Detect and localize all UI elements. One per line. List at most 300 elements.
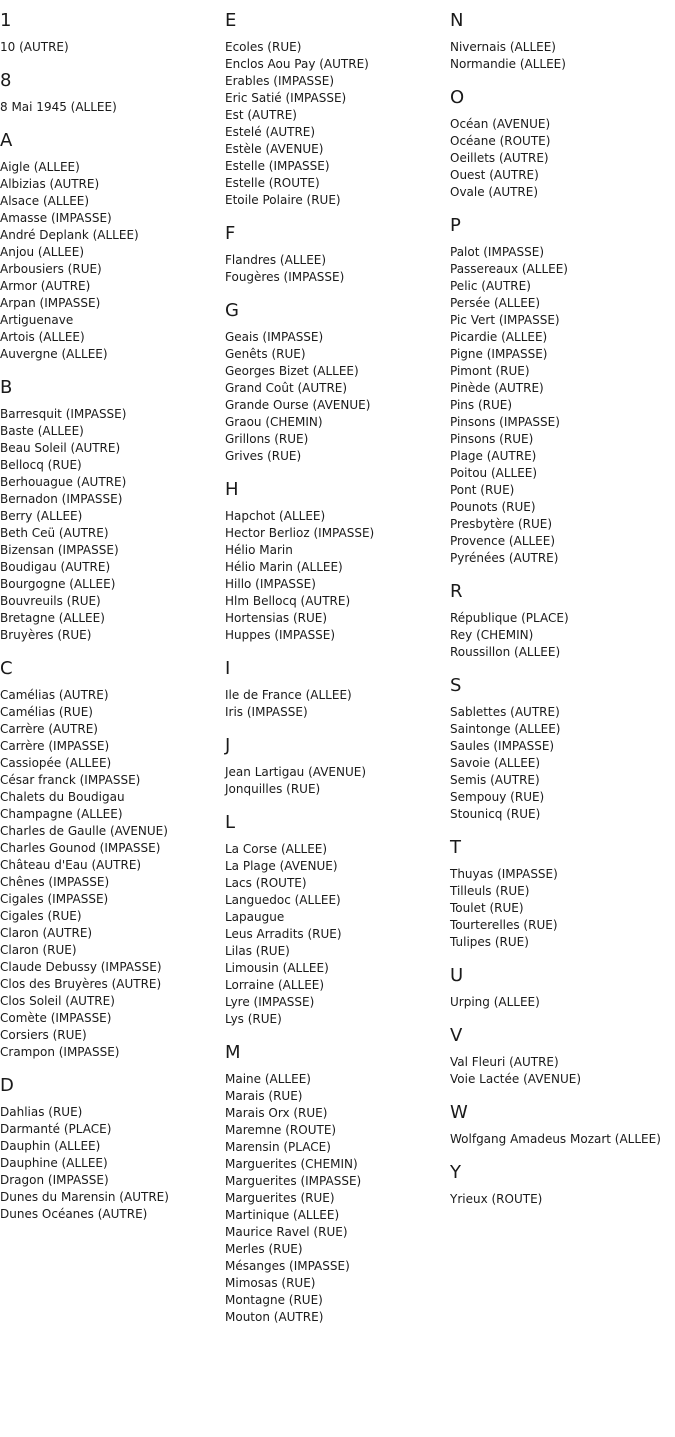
letter-section [0,377,225,644]
street-link[interactable]: Jean Lartigau (AVENUE) [225,765,367,779]
street-list-item [225,56,450,73]
street-list [225,764,450,798]
street-link[interactable]: Ouest (AUTRE) [450,168,539,182]
letter-section [450,581,675,661]
street-link[interactable]: Oeillets (AUTRE) [450,151,549,165]
street-list-item [225,542,450,559]
street-link[interactable]: Thuyas (IMPASSE) [450,867,558,881]
street-list [450,244,675,567]
street-link[interactable]: Charles de Gaulle (AVENUE) [0,824,168,838]
letter-section [0,130,225,363]
street-list-item [0,295,225,312]
street-list-item [0,610,225,627]
street-list [225,39,450,209]
street-link[interactable]: Océane (ROUTE) [450,134,551,148]
street-link[interactable]: Marguerites (RUE) [225,1191,335,1205]
street-list [225,508,450,644]
street-list-item [225,977,450,994]
street-link[interactable]: Claron (RUE) [0,943,77,957]
street-link[interactable]: Ecoles (RUE) [225,40,302,54]
street-link[interactable]: Tilleuls (RUE) [450,884,530,898]
street-link[interactable]: Ile de France (ALLEE) [225,688,352,702]
street-link[interactable]: Geais (IMPASSE) [225,330,324,344]
street-list-item [0,474,225,491]
street-list-item [0,1155,225,1172]
street-link[interactable]: Carrère (AUTRE) [0,722,98,736]
street-link[interactable]: Pigne (IMPASSE) [450,347,548,361]
street-list-item [450,363,675,380]
street-link[interactable]: Champagne (ALLEE) [0,807,123,821]
street-link[interactable]: Chalets du Boudigau [0,790,125,804]
street-link[interactable]: Pinsons (IMPASSE) [450,415,560,429]
street-link[interactable]: Albizias (AUTRE) [0,177,100,191]
street-list-item [0,576,225,593]
street-list-item [0,942,225,959]
street-link[interactable]: Auvergne (ALLEE) [0,347,108,361]
street-link[interactable]: Bruyères (RUE) [0,628,92,642]
street-list [450,1054,675,1088]
street-link[interactable]: Armor (AUTRE) [0,279,91,293]
street-link[interactable]: Bernadon (IMPASSE) [0,492,123,506]
street-link[interactable]: Beth Ceü (AUTRE) [0,526,109,540]
street-link[interactable]: Hector Berlioz (IMPASSE) [225,526,375,540]
street-list-item [225,1190,450,1207]
section-letter-heading: A [0,130,13,151]
street-link[interactable]: Maurice Ravel (RUE) [225,1225,348,1239]
street-link[interactable]: Tourterelles (RUE) [450,918,558,932]
street-link[interactable]: Claron (AUTRE) [0,926,93,940]
street-link[interactable]: République (PLACE) [450,611,569,625]
street-link[interactable]: Hélio Marin [225,543,293,557]
street-link[interactable]: Marais Orx (RUE) [225,1106,328,1120]
section-letter-heading: E [225,10,237,31]
street-link[interactable]: Enclos Aou Pay (AUTRE) [225,57,369,71]
street-link[interactable]: Poitou (ALLEE) [450,466,538,480]
street-link[interactable]: Presbytère (RUE) [450,517,553,531]
street-list-item [225,525,450,542]
street-link[interactable]: Pimont (RUE) [450,364,530,378]
street-list-item [450,448,675,465]
street-list-item [225,158,450,175]
street-list-item [0,406,225,423]
section-letter-heading: J [225,735,231,756]
letter-section [0,1075,225,1223]
street-list-item [450,1071,675,1088]
street-link[interactable]: Plage (AUTRE) [450,449,537,463]
street-list-item [0,39,225,56]
street-list-item [450,550,675,567]
street-link[interactable]: Hapchot (ALLEE) [225,509,326,523]
street-link[interactable]: Carrère (IMPASSE) [0,739,110,753]
street-link[interactable]: Cigales (IMPASSE) [0,892,109,906]
street-link[interactable]: Maine (ALLEE) [225,1072,311,1086]
street-link[interactable]: Marensin (PLACE) [225,1140,331,1154]
street-link[interactable]: Mimosas (RUE) [225,1276,316,1290]
street-list-item [225,1241,450,1258]
street-list-item [0,193,225,210]
street-index-column-1 [0,10,225,1223]
street-list-item [0,1027,225,1044]
street-list-item [0,1121,225,1138]
street-link[interactable]: Flandres (ALLEE) [225,253,327,267]
street-link[interactable]: Estelé (AUTRE) [225,125,316,139]
street-list-item [225,448,450,465]
street-link[interactable]: Dragon (IMPASSE) [0,1173,109,1187]
street-link[interactable]: Pic Vert (IMPASSE) [450,313,560,327]
letter-section [0,10,225,56]
street-link[interactable]: Hillo (IMPASSE) [225,577,316,591]
street-list-item [0,891,225,908]
street-list-item [225,909,450,926]
street-list-item [450,465,675,482]
street-link[interactable]: Palot (IMPASSE) [450,245,544,259]
street-list-item [225,960,450,977]
street-list [0,159,225,363]
street-link[interactable]: Estèle (AVENUE) [225,142,324,156]
street-link[interactable]: Maremne (ROUTE) [225,1123,337,1137]
street-link[interactable]: Berhouague (AUTRE) [0,475,127,489]
street-link[interactable]: Alsace (ALLEE) [0,194,90,208]
street-list-item [450,644,675,661]
section-letter-heading: U [450,965,464,986]
street-list-item [450,167,675,184]
section-letter-heading: V [450,1025,463,1046]
letter-section [450,215,675,567]
street-link[interactable]: Claude Debussy (IMPASSE) [0,960,162,974]
street-list-item [0,687,225,704]
street-link[interactable]: Bouvreuils (RUE) [0,594,101,608]
street-link[interactable]: Aigle (ALLEE) [0,160,80,174]
letter-section [450,965,675,1011]
street-link[interactable]: Semis (AUTRE) [450,773,540,787]
street-link[interactable]: Fougères (IMPASSE) [225,270,345,284]
street-link[interactable]: Chênes (IMPASSE) [0,875,110,889]
street-link[interactable]: Arpan (IMPASSE) [0,296,101,310]
street-link[interactable]: Montagne (RUE) [225,1293,323,1307]
street-link[interactable]: Passereaux (ALLEE) [450,262,568,276]
section-letter-heading: L [225,812,236,833]
street-link[interactable]: Château d'Eau (AUTRE) [0,858,142,872]
street-list-item [450,380,675,397]
street-list-item [0,525,225,542]
street-list-item [0,755,225,772]
street-list-item [0,278,225,295]
street-link[interactable]: Mésanges (IMPASSE) [225,1259,350,1273]
street-list-item [0,1104,225,1121]
street-list-item [450,627,675,644]
street-link[interactable]: Rey (CHEMIN) [450,628,534,642]
street-link[interactable]: Bourgogne (ALLEE) [0,577,116,591]
letter-section [225,812,450,1028]
street-list-item [225,943,450,960]
street-list-item [0,210,225,227]
street-link[interactable]: Leus Arradits (RUE) [225,927,342,941]
street-link[interactable]: Etoile Polaire (RUE) [225,193,341,207]
street-link[interactable]: Eric Satié (IMPASSE) [225,91,347,105]
street-list-item [450,56,675,73]
street-link[interactable]: Grand Coût (AUTRE) [225,381,348,395]
street-list-item [0,227,225,244]
street-link[interactable]: Dunes du Marensin (AUTRE) [0,1190,169,1204]
street-link[interactable]: Hortensias (RUE) [225,611,328,625]
street-link[interactable]: Provence (ALLEE) [450,534,556,548]
street-link[interactable]: Estelle (IMPASSE) [225,159,330,173]
street-list-item [225,269,450,286]
street-list-item [225,1258,450,1275]
street-link[interactable]: Est (AUTRE) [225,108,297,122]
street-link[interactable]: Barresquit (IMPASSE) [0,407,127,421]
street-link[interactable]: Bellocq (RUE) [0,458,82,472]
street-link[interactable]: Grillons (RUE) [225,432,309,446]
street-link[interactable]: Tulipes (RUE) [450,935,529,949]
section-letter-heading: F [225,223,236,244]
street-link[interactable]: Merles (RUE) [225,1242,303,1256]
street-list [450,116,675,201]
street-link[interactable]: Pyrénées (AUTRE) [450,551,559,565]
street-list-item [0,627,225,644]
street-link[interactable]: Baste (ALLEE) [0,424,84,438]
street-list-item [225,1309,450,1326]
street-link[interactable]: Clos Soleil (AUTRE) [0,994,115,1008]
letter-section [225,658,450,721]
street-list-item [450,900,675,917]
street-link[interactable]: Genêts (RUE) [225,347,306,361]
street-link[interactable]: Grives (RUE) [225,449,302,463]
street-list-item [0,1044,225,1061]
section-letter-heading: D [0,1075,14,1096]
street-list-item [0,176,225,193]
street-link[interactable]: Nivernais (ALLEE) [450,40,556,54]
street-link[interactable]: Lorraine (ALLEE) [225,978,325,992]
street-link[interactable]: Clos des Bruyères (AUTRE) [0,977,162,991]
street-list [0,99,225,116]
street-list-item [450,704,675,721]
street-link[interactable]: Mouton (AUTRE) [225,1310,324,1324]
street-list-item [0,593,225,610]
street-list [0,687,225,1061]
street-link[interactable]: Bretagne (ALLEE) [0,611,105,625]
street-link[interactable]: La Corse (ALLEE) [225,842,328,856]
street-link[interactable]: Pounots (RUE) [450,500,536,514]
letter-section [225,1042,450,1326]
street-list-item [450,414,675,431]
street-list-item [225,124,450,141]
street-list-item [0,244,225,261]
street-link[interactable]: Lyre (IMPASSE) [225,995,315,1009]
street-link[interactable]: Voie Lactée (AVENUE) [450,1072,582,1086]
section-letter-heading: S [450,675,462,696]
street-link[interactable]: Savoie (ALLEE) [450,756,541,770]
street-link[interactable]: La Plage (AVENUE) [225,859,338,873]
street-list-item [225,1207,450,1224]
street-link[interactable]: Lilas (RUE) [225,944,290,958]
street-link[interactable]: Pins (RUE) [450,398,513,412]
street-link[interactable]: Artiguenave [0,313,74,327]
street-list-item [225,994,450,1011]
street-list-item [225,781,450,798]
street-link[interactable]: Boudigau (AUTRE) [0,560,111,574]
letter-section [0,70,225,116]
street-link[interactable]: Urping (ALLEE) [450,995,540,1009]
street-link[interactable]: Saules (IMPASSE) [450,739,555,753]
street-list-item [450,150,675,167]
street-link[interactable]: Limousin (ALLEE) [225,961,329,975]
street-list-item [0,1138,225,1155]
street-link[interactable]: André Deplank (ALLEE) [0,228,139,242]
street-list-item [450,431,675,448]
street-link[interactable]: Hlm Bellocq (AUTRE) [225,594,351,608]
street-link[interactable]: Camélias (AUTRE) [0,688,109,702]
section-letter-heading: O [450,87,465,108]
street-list-item [225,687,450,704]
street-list-item [225,875,450,892]
street-list-item [450,789,675,806]
street-link[interactable]: Lys (RUE) [225,1012,282,1026]
street-list-item [0,1189,225,1206]
street-link[interactable]: Sablettes (AUTRE) [450,705,560,719]
street-list-item [225,380,450,397]
street-link[interactable]: Dunes Océanes (AUTRE) [0,1207,148,1221]
street-link[interactable]: Val Fleuri (AUTRE) [450,1055,559,1069]
section-letter-heading: H [225,479,239,500]
street-list-item [0,542,225,559]
street-link[interactable]: Lapaugue [225,910,285,924]
street-link[interactable]: Georges Bizet (ALLEE) [225,364,359,378]
street-link[interactable]: Huppes (IMPASSE) [225,628,336,642]
street-link[interactable]: Pelic (AUTRE) [450,279,531,293]
street-link[interactable]: Crampon (IMPASSE) [0,1045,120,1059]
street-list-item [450,295,675,312]
street-list-item [450,482,675,499]
letter-section [450,837,675,951]
street-link[interactable]: 8 Mai 1945 (ALLEE) [0,100,117,114]
letter-section [450,87,675,201]
street-list-item [225,1011,450,1028]
street-list [0,406,225,644]
street-list-item [225,192,450,209]
street-list-item [0,823,225,840]
letter-section [450,675,675,823]
street-link[interactable]: Dauphin (ALLEE) [0,1139,101,1153]
street-link[interactable]: Darmanté (PLACE) [0,1122,112,1136]
street-list-item [450,499,675,516]
street-list-item [225,1139,450,1156]
street-link[interactable]: Estelle (ROUTE) [225,176,320,190]
street-list-item [0,925,225,942]
street-link[interactable]: Picardie (ALLEE) [450,330,548,344]
street-link[interactable]: Cigales (RUE) [0,909,82,923]
street-link[interactable]: Wolfgang Amadeus Mozart (ALLEE) [450,1132,661,1146]
street-list-item [450,755,675,772]
street-link[interactable]: Roussillon (ALLEE) [450,645,561,659]
street-link[interactable]: Graou (CHEMIN) [225,415,323,429]
street-list-item [450,738,675,755]
street-link[interactable]: Hélio Marin (ALLEE) [225,560,343,574]
street-link[interactable]: Martinique (ALLEE) [225,1208,340,1222]
street-link[interactable]: Arbousiers (RUE) [0,262,102,276]
street-link[interactable]: Beau Soleil (AUTRE) [0,441,121,455]
street-link[interactable]: Cassiopée (ALLEE) [0,756,112,770]
street-link[interactable]: Pont (RUE) [450,483,515,497]
street-link[interactable]: Saintonge (ALLEE) [450,722,561,736]
street-link[interactable]: Yrieux (ROUTE) [450,1192,543,1206]
street-link[interactable]: Amasse (IMPASSE) [0,211,112,225]
street-list-item [0,559,225,576]
street-link[interactable]: Normandie (ALLEE) [450,57,566,71]
street-link[interactable]: Lacs (ROUTE) [225,876,307,890]
street-list-item [225,508,450,525]
street-link[interactable]: 10 (AUTRE) [0,40,69,54]
street-link[interactable]: Stounicq (RUE) [450,807,541,821]
street-list-item [0,261,225,278]
letter-section [0,658,225,1061]
street-link[interactable]: Océan (AVENUE) [450,117,551,131]
street-link[interactable]: Artois (ALLEE) [0,330,85,344]
street-list-item [450,772,675,789]
street-list-item [225,1156,450,1173]
section-letter-heading: P [450,215,461,236]
street-link[interactable]: Jonquilles (RUE) [225,782,321,796]
street-list [450,610,675,661]
street-list-item [0,457,225,474]
street-link[interactable]: Marguerites (CHEMIN) [225,1157,358,1171]
street-list [225,687,450,721]
street-link[interactable]: Comète (IMPASSE) [0,1011,112,1025]
street-list-item [225,175,450,192]
street-link[interactable]: Pinsons (RUE) [450,432,534,446]
street-link[interactable]: Pinède (AUTRE) [450,381,544,395]
street-list-item [225,1122,450,1139]
street-link[interactable]: Charles Gounod (IMPASSE) [0,841,161,855]
section-letter-heading: M [225,1042,241,1063]
street-list-item [225,414,450,431]
street-link[interactable]: Marguerites (IMPASSE) [225,1174,362,1188]
street-link[interactable]: Corsiers (RUE) [0,1028,87,1042]
street-link[interactable]: Bizensan (IMPASSE) [0,543,119,557]
street-link[interactable]: Camélias (RUE) [0,705,93,719]
street-list-item [450,261,675,278]
street-list-item [450,244,675,261]
street-list-item [0,959,225,976]
street-link[interactable]: Marais (RUE) [225,1089,303,1103]
letter-section [225,223,450,286]
street-link[interactable]: Erables (IMPASSE) [225,74,335,88]
street-link[interactable]: Iris (IMPASSE) [225,705,308,719]
street-link[interactable]: César franck (IMPASSE) [0,773,141,787]
street-link[interactable]: Berry (ALLEE) [0,509,83,523]
street-list-item [0,874,225,891]
street-list-item [0,806,225,823]
section-letter-heading: W [450,1102,468,1123]
section-letter-heading: R [450,581,463,602]
street-list-item [450,184,675,201]
street-list [225,1071,450,1326]
street-list-item [0,159,225,176]
street-list-item [225,346,450,363]
street-link[interactable]: Grande Ourse (AVENUE) [225,398,371,412]
street-link[interactable]: Persée (ALLEE) [450,296,541,310]
section-letter-heading: C [0,658,13,679]
street-link[interactable]: Anjou (ALLEE) [0,245,85,259]
street-link[interactable]: Sempouy (RUE) [450,790,545,804]
street-link[interactable]: Dahlias (RUE) [0,1105,83,1119]
street-link[interactable]: Dauphine (ALLEE) [0,1156,108,1170]
street-link[interactable]: Toulet (RUE) [450,901,524,915]
section-letter-heading: Y [450,1162,461,1183]
street-link[interactable]: Ovale (AUTRE) [450,185,539,199]
street-link[interactable]: Languedoc (ALLEE) [225,893,341,907]
street-list-item [225,610,450,627]
